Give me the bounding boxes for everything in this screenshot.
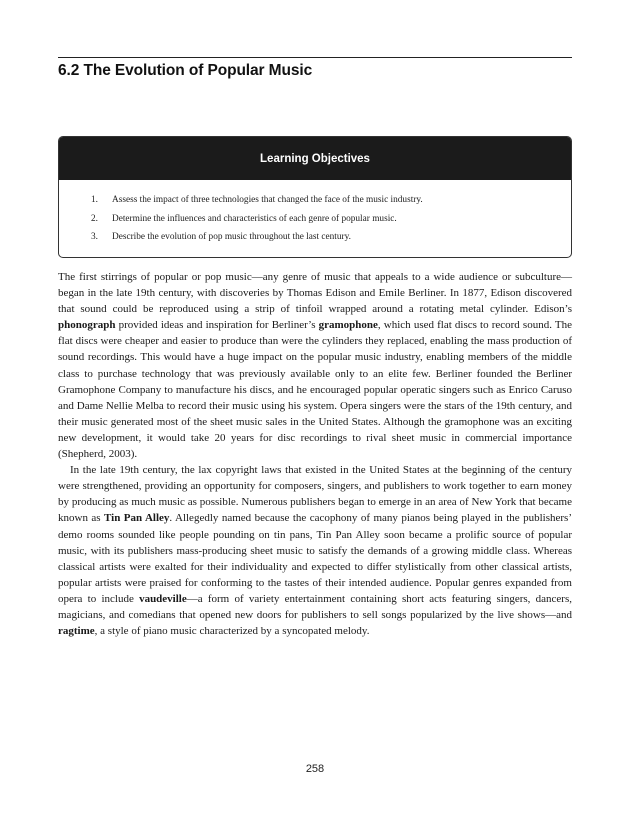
objective-number: 3. (91, 232, 98, 242)
text-run: . Allegedly named because the cacophony of many pianos being played in the publishers’ demo rooms sounded like people pounding on tin pans, Tin Pan Alley soon became a prolific source of popular music, with its publishers mass-producing sheet music to satisfy the demands of a growing middle class. Whereas classical artists were exalted for their individuality and expected to differ stylistically from other classical artists, popular artists were praised for conforming to the tastes of their intended audience. Popular genres expanded from opera to include (58, 512, 572, 605)
text-run: In the late 19th century, the lax copyright laws that existed in the United States at the beginning of the century were strengthened, providing an opportunity for composers, singers, and publishers to work together to earn money by producing as much music as possible. Numerous publishers began to emerge in an area of New York that became known as (58, 464, 572, 525)
objective-number: 2. (91, 213, 98, 224)
key-term-gramophone: gramophone (318, 319, 378, 332)
body-text (58, 269, 572, 639)
top-rule (58, 57, 572, 58)
learning-objectives-box (58, 136, 572, 258)
objective-text: Assess the impact of three technologies that changed the face of the music industry. (112, 195, 423, 205)
objective-text: Determine the influences and characteristics of each genre of popular music. (112, 213, 397, 224)
objective-item (59, 228, 571, 247)
learning-objectives-header (59, 137, 571, 180)
key-term-ragtime: ragtime (58, 625, 95, 638)
paragraph-2 (58, 462, 572, 639)
learning-objectives-title: Learning Objectives (260, 152, 370, 165)
objective-item (59, 191, 571, 210)
key-term-tin-pan-alley: Tin Pan Alley (104, 512, 170, 525)
page-number: 258 (305, 763, 325, 775)
section-title: 6.2 The Evolution of Popular Music (58, 62, 313, 79)
objective-text: Describe the evolution of pop music throughout the last century. (112, 232, 351, 242)
objective-number: 1. (91, 195, 98, 205)
learning-objectives-list (59, 180, 571, 247)
text-run: The first stirrings of popular or pop music—any genre of music that appeals to a wide audience or subculture—began in the late 19th century, with discoveries by Thomas Edison and Emile Berliner. In 1877, Edison discovered that sound could be reproduced using a strip of tinfoil wrapped around a rotating metal cylinder. Edison’s (58, 271, 572, 316)
key-term-phonograph: phonograph (58, 319, 116, 332)
key-term-vaudeville: vaudeville (139, 592, 187, 605)
objective-item (59, 210, 571, 229)
paragraph-1 (58, 269, 572, 462)
text-run: , which used flat discs to record sound. The flat discs were cheaper and easier to produce than were the cylinders they replaced, enabling the mass production of sound recordings. This would have a huge impact on the popular music industry, enabling members of the middle class to purchase technology that was previously available only to an elite few. Berliner founded the Berliner Gramophone Company to manufacture his discs, and he encouraged popular operatic singers such as Enrico Caruso and Dame Nellie Melba to record their music using his system. Opera singers were the stars of the 19th century, and their music generated most of the sheet music sales in the United States. Although the gramophone was an exciting new development, it would take 20 years for disc recordings to rival sheet music in commercial importance (Shepherd, 2003). (58, 319, 572, 461)
text-run: provided ideas and inspiration for Berliner’s (115, 319, 319, 332)
text-run: —a form of variety entertainment containing short acts featuring singers, dancers, magicians, and comedians that opened new doors for publishers to sell songs popularized by the live shows—and (58, 592, 572, 621)
text-run: , a style of piano music characterized by a syncopated melody. (94, 625, 370, 638)
